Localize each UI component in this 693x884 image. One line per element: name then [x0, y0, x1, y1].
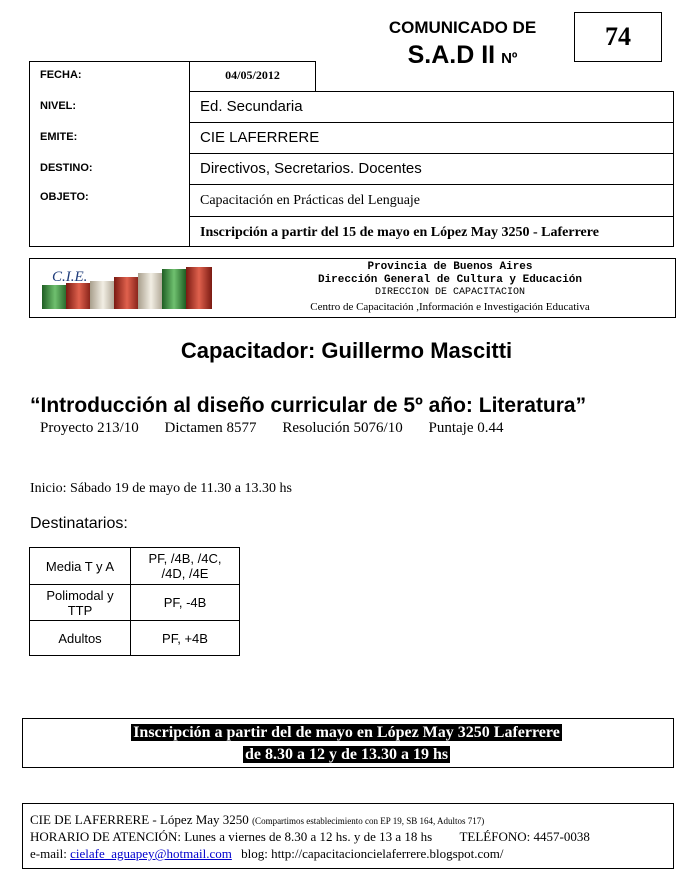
comunicado-number: 74: [574, 12, 662, 62]
banner-direccion-capacitacion: DIRECCION DE CAPACITACION: [374, 287, 526, 298]
puntaje: Puntaje 0.44: [428, 420, 504, 436]
footer-org-note: (Compartimos establecimiento con EP 19, SB 164, Adultos 717): [252, 816, 485, 826]
banner-centro: Centro de Capacitación ,Información e Investigación Educativa: [310, 301, 590, 313]
destino-label: DESTINO:: [40, 162, 93, 174]
fecha-value: 04/05/2012: [225, 68, 280, 82]
table-cell: Adultos: [30, 621, 131, 656]
table-cell: PF, -4B: [131, 585, 240, 621]
proyecto: Proyecto 213/10: [40, 420, 139, 436]
fecha-label: FECHA:: [40, 69, 82, 81]
footer-contact: [30, 846, 504, 862]
inscripcion-line-1: [0, 723, 693, 743]
footer-email-label: e-mail:: [30, 846, 67, 861]
destino-value: Directivos, Secretarios. Docentes: [200, 160, 422, 177]
banner-direccion-general: Dirección General de Cultura y Educación: [317, 274, 583, 286]
footer-blog[interactable]: blog: http://capacitacioncielaferrere.blogspot.com/: [241, 846, 504, 861]
emite-label: EMITE:: [40, 131, 78, 143]
table-row: [30, 621, 240, 656]
table-cell: PF, /4B, /4C, /4D, /4E: [131, 548, 240, 585]
table-row: [30, 585, 240, 621]
resolucion: Resolución 5076/10: [282, 420, 403, 436]
capacitador-heading: Capacitador: Guillermo Mascitti: [180, 338, 513, 363]
inscripcion-line-1-text: Inscripción a partir del de mayo en López May 3250 Laferrere: [133, 724, 560, 741]
sad-label: S.A.D II: [407, 41, 496, 69]
table-cell: Polimodal y TTP: [30, 585, 131, 621]
table-cell: Media T y A: [30, 548, 131, 585]
nivel-value: Ed. Secundaria: [200, 98, 303, 115]
number-label: Nº: [501, 50, 518, 67]
inicio-text: Inicio: Sábado 19 de mayo de 11.30 a 13.30 hs: [30, 481, 292, 496]
destinatarios-table: [29, 547, 240, 656]
footer-org-name: CIE DE LAFERRERE - López May 3250: [30, 812, 249, 827]
nivel-label: NIVEL:: [40, 100, 77, 112]
logo-text: C.I.E.: [52, 269, 88, 285]
course-title: “Introducción al diseño curricular de 5º año: Literatura”: [30, 394, 587, 417]
footer-horario-text: HORARIO DE ATENCIÓN: Lunes a viernes de 8.30 a 12 hs. y de 13 a 18 hs: [30, 829, 433, 844]
footer-horario: [30, 829, 590, 845]
table-cell: PF, +4B: [131, 621, 240, 656]
inscripcion-value: Inscripción a partir del 15 de mayo en López May 3250 - Laferrere: [200, 225, 599, 240]
objeto-label: OBJETO:: [40, 191, 89, 203]
banner-provincia: Provincia de Buenos Aires: [367, 261, 533, 273]
cie-logo: [40, 265, 215, 311]
dictamen: Dictamen 8577: [164, 420, 257, 436]
course-details: [40, 420, 525, 437]
inscripcion-line-2-text: de 8.30 a 12 y de 13.30 a 19 hs: [244, 746, 449, 763]
table-row: [30, 548, 240, 585]
sad-title: [360, 40, 565, 74]
objeto-value: Capacitación en Prácticas del Lenguaje: [200, 193, 421, 208]
footer-org: [30, 812, 484, 828]
destinatarios-label: Destinatarios:: [30, 515, 128, 532]
footer-telefono: TELÉFONO: 4457-0038: [459, 829, 590, 844]
emite-value: CIE LAFERRERE: [200, 129, 320, 146]
inscripcion-line-2: [0, 745, 693, 765]
comunicado-title: COMUNICADO DE: [388, 18, 537, 37]
email-link[interactable]: cielafe_aguapey@hotmail.com: [70, 846, 232, 861]
